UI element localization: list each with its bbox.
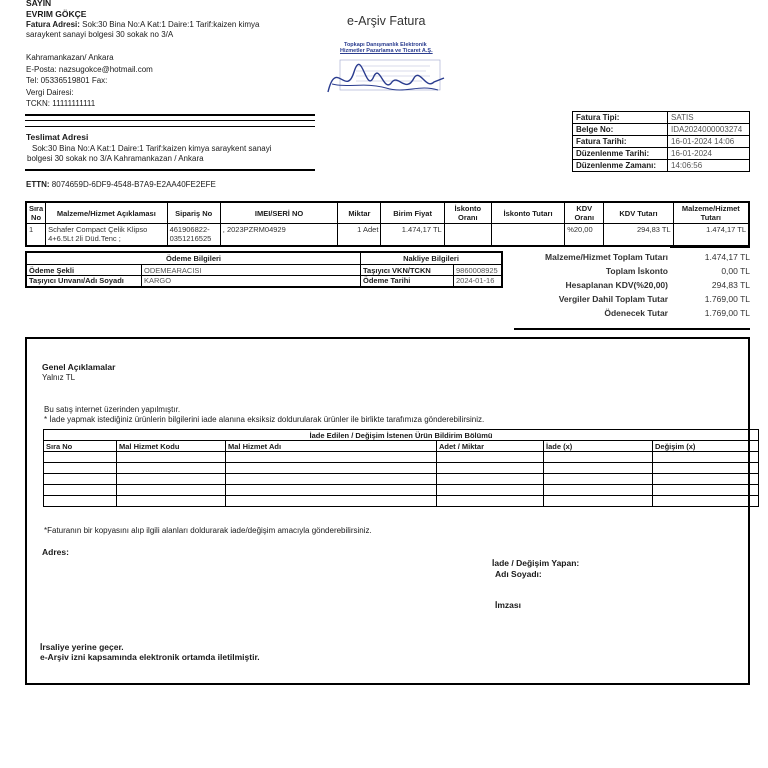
col-header: Birim Fiyat (381, 202, 444, 224)
info-label: Fatura Tarihi: (573, 136, 668, 148)
divider (25, 126, 315, 127)
table-row (44, 474, 759, 485)
cell-qty: 1 Adet (338, 224, 381, 246)
vkn-label: Taşıyıcı VKN/TCKN (361, 265, 454, 276)
totals-row (514, 250, 754, 264)
invoice-info-row (573, 148, 750, 160)
delivery-line1: Sok:30 Bina No:A Kat:1 Daire:1 Tarif:kaizen kimya saraykent sanayi (32, 144, 272, 153)
info-label: Düzenlenme Zamanı: (573, 160, 668, 172)
waybill-note: İrsaliye yerine geçer. (40, 642, 124, 652)
col-header: Sıra No (26, 202, 46, 224)
payment-header-row (26, 252, 502, 265)
divider (25, 120, 315, 121)
cell-vat-amount: 294,83 TL (604, 224, 673, 246)
signature-label: İmzası (495, 600, 521, 610)
salutation: SAYIN (26, 0, 52, 8)
method-value: ODEMEARACISI (142, 265, 361, 276)
return-table (43, 429, 759, 507)
totals-row (514, 292, 754, 306)
totals-top-line (670, 247, 750, 248)
col-header: IMEI/SERİ NO (220, 202, 337, 224)
date-value: 2024-01-16 (454, 276, 503, 287)
invoice-info-table (572, 111, 750, 172)
col-header: Malzeme/Hizmet Açıklaması (46, 202, 168, 224)
stamp-line1: Topkapı Danışmanlık Elektronik (344, 42, 427, 48)
col-header: Adet / Miktar (437, 441, 544, 452)
col-header: Mal Hizmet Adı (226, 441, 437, 452)
payment-title: Ödeme Bilgileri (26, 252, 361, 265)
total-value: 1.769,00 TL (704, 294, 750, 304)
buyer-address (26, 20, 259, 40)
address-line2: saraykent sanayi bolgesi 30 sokak no 3/A (26, 30, 174, 39)
totals-table (514, 250, 754, 320)
totals-row (514, 278, 754, 292)
payment-table (25, 251, 503, 288)
cell-disc-rate (444, 224, 491, 246)
total-label: Malzeme/Hizmet Toplam Tutarı (545, 252, 668, 262)
cell-order (167, 224, 220, 246)
total-value: 1.769,00 TL (704, 308, 750, 318)
carrier-label: Taşıyıcı Unvanı/Adı Soyadı (26, 276, 142, 287)
total-value: 294,83 TL (711, 280, 750, 290)
buyer-contact (26, 52, 153, 110)
delivery-line2: bolgesi 30 sokak no 3/A Kahramankazan / Ankara (27, 154, 204, 163)
total-label: Hesaplanan KDV(%20,00) (565, 280, 668, 290)
return-title: İade Edilen / Değişim İstenen Ürün Bildirim Bölümü (44, 430, 759, 441)
cell-vat-rate: %20,00 (565, 224, 604, 246)
earchive-note: e-Arşiv izni kapsamında elektronik ortamda iletilmiştir. (40, 652, 260, 662)
total-value: 1.474,17 TL (704, 252, 750, 262)
invoice-info-row (573, 124, 750, 136)
buyer-name: EVRIM GÖKÇE (26, 9, 87, 19)
delivery-address (27, 144, 272, 164)
stamp-line2: Hizmetler Pazarlama ve Ticaret A.Ş. (340, 48, 433, 54)
col-header: İskonto Tutarı (491, 202, 564, 224)
cell-no: 1 (26, 224, 46, 246)
notes-line2: * İade yapmak istediğiniz ürünlerin bilgilerini iade alanına eksiksiz doldurularak ürünler ile birlikte tarafımıza gönderebilirsiniz. (44, 415, 485, 424)
table-row (26, 276, 502, 287)
buyer-tel: Tel: 05336519801 Fax: (26, 76, 108, 85)
desc-line1: Schafer Compact Çelik Klipso (48, 225, 148, 234)
totals-row (514, 306, 754, 320)
cell-total: 1.474,17 TL (673, 224, 749, 246)
address-label: Fatura Adresi: (26, 20, 80, 29)
notes-box (25, 337, 750, 685)
invoice-info-row (573, 136, 750, 148)
desc-line2: 4+6.5Lt 2li Düd.Tenc ; (48, 234, 121, 243)
table-row (44, 485, 759, 496)
order-line2: 0351216525 (169, 234, 212, 243)
document-title: e-Arşiv Fatura (347, 14, 426, 28)
address-label: Adres: (42, 547, 69, 557)
company-stamp (326, 38, 456, 98)
return-header-row (44, 441, 759, 452)
invoice-info-row (573, 112, 750, 124)
info-value: 14:06:56 (668, 160, 750, 172)
method-label: Ödeme Şekli (26, 265, 142, 276)
col-header: İade (x) (544, 441, 653, 452)
cell-desc (46, 224, 168, 246)
col-header: İskonto Oranı (444, 202, 491, 224)
order-line1: 461906822- (169, 225, 210, 234)
table-row (44, 463, 759, 474)
col-header: KDV Oranı (565, 202, 604, 224)
name-label: Adı Soyadı: (495, 569, 542, 579)
info-label: Fatura Tipi: (573, 112, 668, 124)
info-label: Düzenlenme Tarihi: (573, 148, 668, 160)
date-label: Ödeme Tarihi (361, 276, 454, 287)
vkn-value: 9860008925 (454, 265, 503, 276)
buyer-tax-office: Vergi Dairesi: (26, 87, 74, 97)
return-title-row (44, 430, 759, 441)
buyer-tckn: TCKN: 11111111111 (26, 99, 96, 108)
amount-words: Yalnız TL (42, 373, 76, 382)
totals-bottom-line (514, 328, 750, 330)
items-header-row (26, 202, 749, 224)
info-value: 16-01-2024 14:06 (668, 136, 750, 148)
divider (25, 114, 315, 116)
address-line1: Sok:30 Bina No:A Kat:1 Daire:1 Tarif:kaizen kimya (82, 20, 260, 29)
buyer-email: E-Posta: nazsugokce@hotmail.com (26, 64, 153, 74)
cell-disc-amount (491, 224, 564, 246)
col-header: Sipariş No (167, 202, 220, 224)
notes-line1: Bu satış internet üzerinden yapılmıştır. (44, 405, 181, 414)
delivery-title: Teslimat Adresi (26, 132, 89, 142)
total-label: Ödenecek Tutar (604, 308, 668, 318)
table-row (26, 265, 502, 276)
col-header: KDV Tutarı (604, 202, 673, 224)
invoice-info-row (573, 160, 750, 172)
col-header: Sıra No (44, 441, 117, 452)
col-header: Miktar (338, 202, 381, 224)
table-row (44, 496, 759, 507)
total-value: 0,00 TL (721, 266, 750, 276)
divider (25, 169, 315, 171)
ettn-label: ETTN: (26, 180, 50, 189)
copy-note: *Faturanın bir kopyasını alıp ilgili alanları doldurarak iade/değişim amacıyla gönderebilirsiniz. (44, 526, 372, 535)
table-row (26, 224, 749, 246)
notes-title: Genel Açıklamalar (42, 362, 116, 372)
buyer-city: Kahramankazan/ Ankara (26, 53, 114, 62)
table-row (44, 452, 759, 463)
info-value: SATIS (668, 112, 750, 124)
col-header: Mal Hizmet Kodu (117, 441, 226, 452)
info-label: Belge No: (573, 124, 668, 136)
total-label: Vergiler Dahil Toplam Tutar (558, 294, 668, 304)
cell-unit-price: 1.474,17 TL (381, 224, 444, 246)
total-label: Toplam İskonto (605, 266, 668, 276)
shipping-title: Nakliye Bilgileri (361, 252, 503, 265)
info-value: 16-01-2024 (668, 148, 750, 160)
cell-imei: , 2023PZRM04929 (220, 224, 337, 246)
totals-row (514, 264, 754, 278)
returner-label: İade / Değişim Yapan: (492, 558, 580, 568)
col-header: Malzeme/Hizmet Tutarı (673, 202, 749, 224)
ettn (26, 180, 216, 189)
carrier-value: KARGO (142, 276, 361, 287)
info-value: IDA2024000003274 (668, 124, 750, 136)
col-header: Değişim (x) (653, 441, 759, 452)
ettn-value: 8074659D-6DF9-4548-B7A9-E2AA40FE2EFE (51, 180, 216, 189)
items-table (25, 201, 750, 247)
